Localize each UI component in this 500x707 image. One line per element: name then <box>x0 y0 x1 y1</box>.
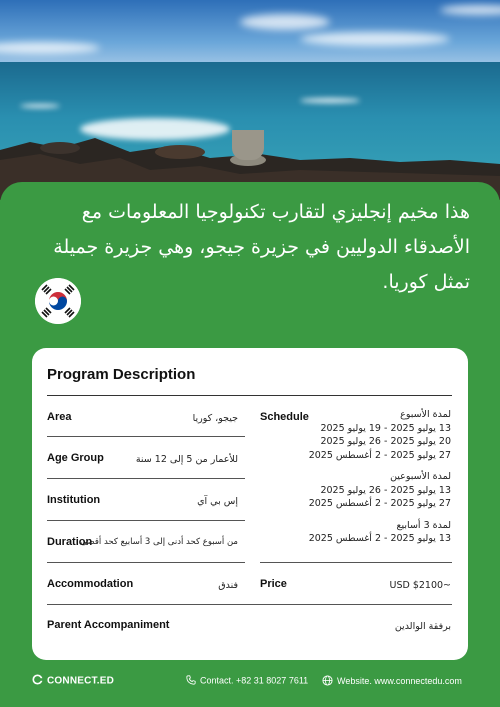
headline-text: هذا مخيم إنجليزي لتقارب تكنولوجيا المعلومات مع الأصدقاء الدوليين في جزيرة جيجو، وهي جزيرة جميلة تمثل كوريا. <box>53 201 470 293</box>
globe-icon <box>322 675 333 688</box>
schedule-group-1-week <box>281 408 451 462</box>
schedule-date: 13 يوليو 2025 - 2 أغسطس 2025 <box>308 533 451 544</box>
institution-label: Institution <box>47 494 101 506</box>
area-label: Area <box>47 411 72 423</box>
age-group-value: للأعمار من 5 إلى 12 سنة <box>135 454 238 465</box>
parent-accompaniment-value: برفقة الوالدين <box>394 621 451 632</box>
hero-photo <box>0 0 500 200</box>
schedule-title: لمدة الأسبوع <box>400 409 451 420</box>
connected-logo-icon <box>32 674 43 688</box>
program-description-card <box>32 348 468 660</box>
schedule-date: 27 يوليو 2025 - 2 أغسطس 2025 <box>308 449 451 461</box>
footer <box>0 668 500 694</box>
schedule-title: لمدة الأسبوعين <box>390 471 451 482</box>
schedule-title: لمدة 3 أسابيع <box>396 519 451 531</box>
connected-logo <box>32 674 114 688</box>
footer-website[interactable] <box>322 675 462 688</box>
card-title: Program Description <box>47 366 196 383</box>
schedule-group-3-weeks <box>281 519 451 546</box>
duration-value: من أسبوع كحد أدنى إلى 3 أسابيع كحد أقصى <box>80 537 238 547</box>
schedule-date: 13 يوليو 2025 - 19 يوليو 2025 <box>320 422 451 434</box>
parent-accompaniment-label: Parent Accompaniment <box>47 619 170 631</box>
schedule-date: 20 يوليو 2025 - 26 يوليو 2025 <box>320 436 451 447</box>
duration-label: Duration <box>47 536 93 548</box>
contact-text: Contact. +82 31 8027 7611 <box>200 675 309 686</box>
website-text: Website. www.connectedu.com <box>337 675 462 686</box>
divider <box>47 436 245 437</box>
logo-text: CONNECT.ED <box>47 675 115 687</box>
accommodation-label: Accommodation <box>47 578 134 590</box>
schedule-label: Schedule <box>260 411 309 423</box>
divider <box>47 604 452 605</box>
title-divider <box>47 395 452 396</box>
accommodation-value: فندق <box>218 580 238 591</box>
divider <box>47 520 245 521</box>
footer-contact[interactable] <box>186 675 308 687</box>
age-group-label: Age Group <box>47 452 104 464</box>
schedule-group-2-weeks <box>281 470 451 511</box>
schedule-date: 13 يوليو 2025 - 26 يوليو 2025 <box>320 484 451 496</box>
divider <box>47 562 245 563</box>
price-value: USD $2100~ <box>389 580 451 591</box>
divider <box>47 478 245 479</box>
phone-icon <box>186 675 196 687</box>
price-label: Price <box>260 578 287 590</box>
south-korea-flag-icon <box>35 278 81 324</box>
schedule-list <box>281 408 451 554</box>
area-value: جيجو، كوريا <box>192 413 238 424</box>
schedule-date: 27 يوليو 2025 - 2 أغسطس 2025 <box>308 498 451 509</box>
institution-value: إس بي آي <box>197 496 238 507</box>
divider <box>260 562 452 563</box>
